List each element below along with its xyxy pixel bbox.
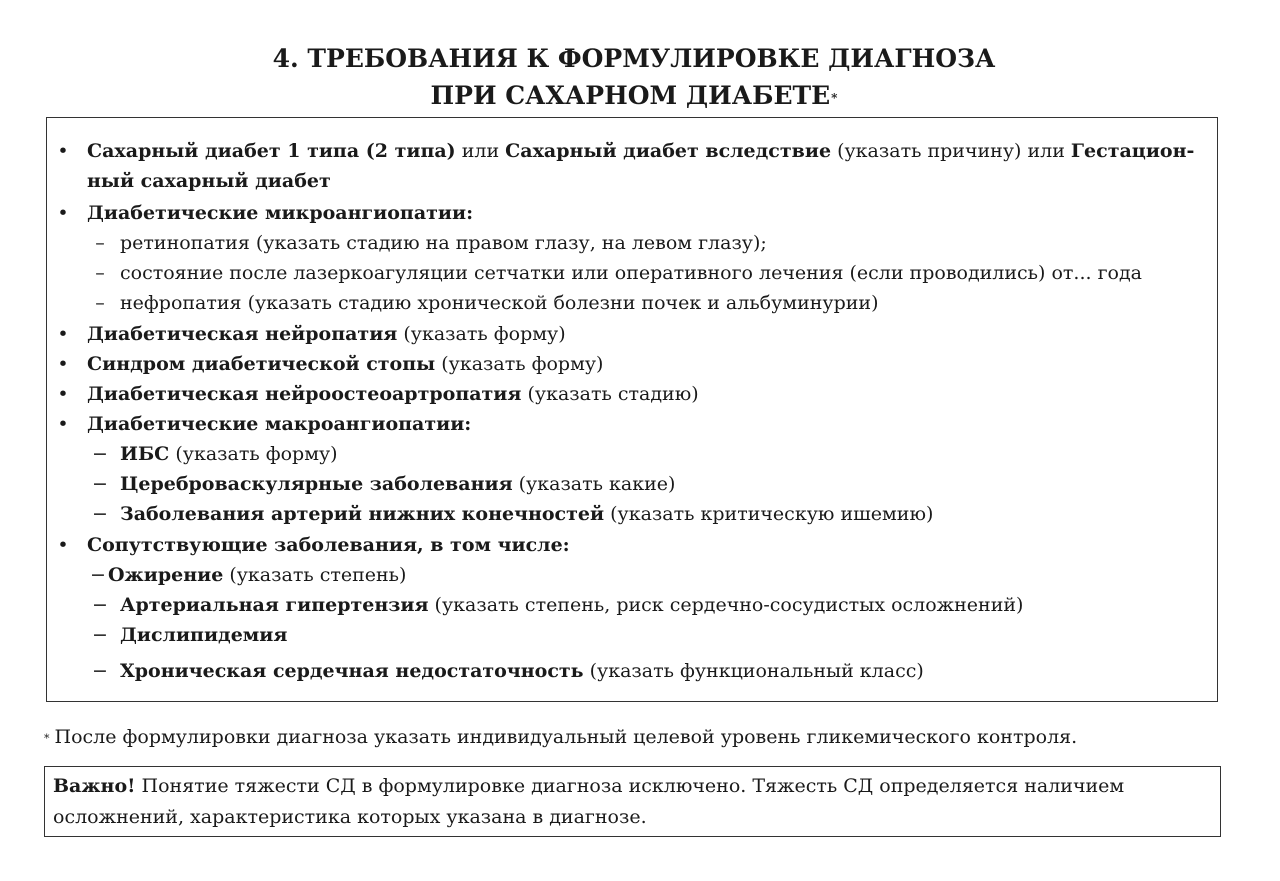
dash-icon: − (92, 660, 108, 682)
item-text: Диабетическая нейропатия (указать форму) (87, 323, 566, 345)
dash-icon: − (92, 594, 108, 616)
dash-icon: – (95, 232, 105, 254)
bullet-icon: • (57, 413, 69, 435)
sub-item-text: Цереброваскулярные заболевания (указать какие) (120, 473, 676, 495)
sub-item-text: ретинопатия (указать стадию на правом глазу, на левом глазу); (120, 232, 767, 254)
bullet-icon: • (57, 383, 69, 405)
footnote-marker: * (44, 732, 50, 745)
sub-item-text: Хроническая сердечная недостаточность (указать функциональный класс) (120, 660, 924, 682)
bullet-icon: • (57, 323, 69, 345)
sub-item-text: ИБС (указать форму) (120, 443, 338, 465)
sub-item-text: Заболевания артерий нижних конечностей (указать критическую ишемию) (120, 503, 934, 525)
title-line-2 (0, 77, 1268, 114)
title-line-2-text: ПРИ САХАРНОМ ДИАБЕТЕ (430, 81, 831, 110)
sub-item-text: Дислипидемия (120, 624, 288, 646)
dash-icon: – (95, 262, 105, 284)
diagnosis-requirements-box (46, 117, 1218, 702)
note-line-1 (53, 771, 1212, 802)
dash-icon: – (95, 292, 105, 314)
footnote (44, 722, 1077, 752)
page-title (0, 40, 1268, 114)
important-note-box (44, 766, 1221, 837)
item-heading: Диабетические микроангиопатии: (87, 202, 474, 224)
sub-item-text: Ожирение (указать степень) (108, 564, 407, 586)
dash-icon: − (92, 624, 108, 646)
dash-icon: − (92, 503, 108, 525)
item-text: Диабетическая нейроостеоартропатия (указать стадию) (87, 383, 699, 405)
item-text: ный сахарный диабет (87, 170, 331, 192)
dash-icon: − (92, 443, 108, 465)
item-heading: Диабетические макроангиопатии: (87, 413, 472, 435)
item-text: Синдром диабетической стопы (указать форму) (87, 353, 604, 375)
dash-icon: − (92, 473, 108, 495)
bullet-icon: • (57, 140, 69, 162)
note-text-1: Понятие тяжести СД в формулировке диагноза исключено. Тяжесть СД определяется наличием (135, 775, 1125, 797)
dash-icon: − (90, 564, 106, 586)
sub-item-text: Артериальная гипертензия (указать степень, риск сердечно-сосудистых осложнений) (120, 594, 1024, 616)
item-text: Сахарный диабет 1 типа (2 типа) или Сахарный диабет вследствие (указать причину) или Гестацион- (87, 140, 1195, 162)
bullet-icon: • (57, 202, 69, 224)
item-heading: Сопутствующие заболевания, в том числе: (87, 534, 570, 556)
note-label: Важно! (53, 775, 136, 797)
footnote-text: После формулировки диагноза указать индивидуальный целевой уровень гликемического контроля. (54, 726, 1078, 748)
sub-item-text: состояние после лазеркоагуляции сетчатки или оперативного лечения (если проводились) от... года (120, 262, 1143, 284)
title-line-1: 4. ТРЕБОВАНИЯ К ФОРМУЛИРОВКЕ ДИАГНОЗА (272, 44, 996, 73)
bullet-icon: • (57, 353, 69, 375)
bullet-icon: • (57, 534, 69, 556)
sub-item-text: нефропатия (указать стадию хронической болезни почек и альбуминурии) (120, 292, 879, 314)
title-footnote-marker: * (831, 91, 838, 105)
note-line-2: осложнений, характеристика которых указана в диагнозе. (53, 806, 647, 828)
